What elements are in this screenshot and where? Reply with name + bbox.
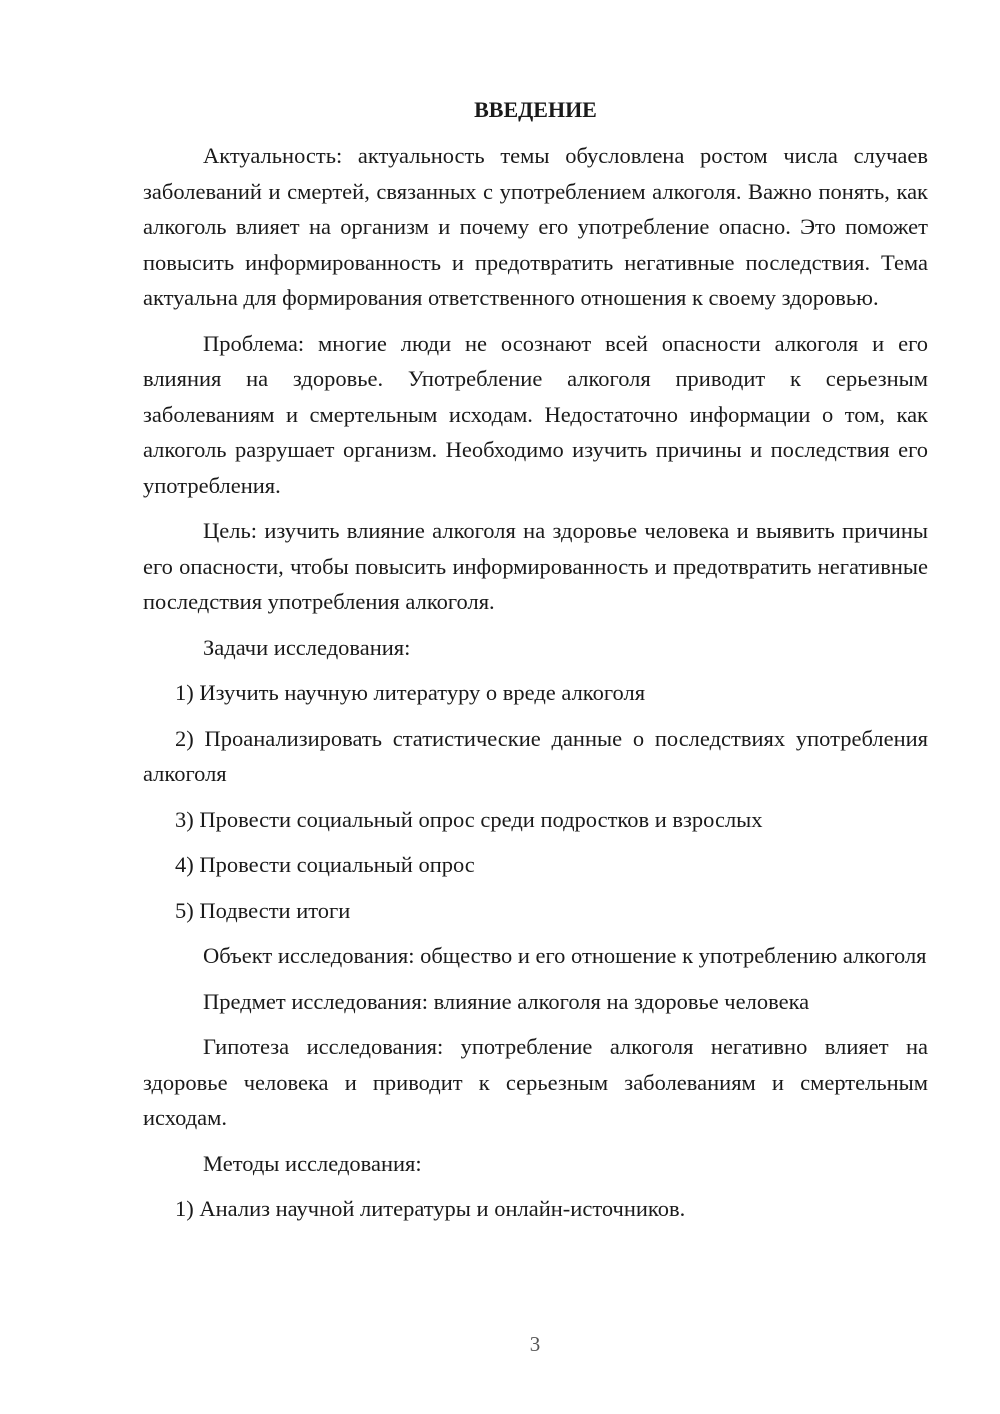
section-title: ВВЕДЕНИЕ	[474, 97, 597, 122]
task-item: 3) Провести социальный опрос среди подростков и взрослых	[175, 806, 763, 832]
goal-paragraph: Цель: изучить влияние алкоголя на здоровье человека и выявить причины его опасности, чтобы повысить информированность и предотвратить негативные последствия употребления алкоголя.	[143, 518, 928, 614]
relevance-paragraph: Актуальность: актуальность темы обусловлена ростом числа случаев заболеваний и смертей, связанных с употреблением алкоголя. Важно понять, как алкоголь влияет на организм и почему его употребление опасно. Это поможет повысить информированность и предотвратить негативные последствия. Тема актуальна для формирования ответственного отношения к своему здоровью.	[143, 143, 928, 310]
tasks-heading: Задачи исследования:	[203, 634, 411, 660]
methods-heading: Методы исследования:	[203, 1150, 422, 1176]
subject-paragraph: Предмет исследования: влияние алкоголя на здоровье человека	[203, 988, 810, 1014]
hypothesis-paragraph: Гипотеза исследования: употребление алкоголя негативно влияет на здоровье человека и приводит к серьезным заболеваниям и смертельным исходам.	[143, 1034, 928, 1130]
method-item: 1) Анализ научной литературы и онлайн-источников.	[175, 1196, 686, 1221]
task-item: 5) Подвести итоги	[175, 897, 351, 923]
document-page	[143, 90, 928, 1237]
task-item: 4) Провести социальный опрос	[175, 852, 475, 877]
object-paragraph: Объект исследования: общество и его отношение к употреблению алкоголя	[203, 943, 927, 968]
task-item: 2) Проанализировать статистические данные о последствиях употребления алкоголя	[143, 725, 928, 786]
task-item: 1) Изучить научную литературу о вреде алкоголя	[175, 680, 646, 705]
page-number: 3	[529, 1332, 541, 1356]
problem-paragraph: Проблема: многие люди не осознают всей опасности алкоголя и его влияния на здоровье. Употребление алкоголя приводит к серьезным заболеваниям и смертельным исходам. Недостаточно информации о том, как алкоголь разрушает организм. Необходимо изучить причины и последствия его употребления.	[143, 330, 928, 498]
